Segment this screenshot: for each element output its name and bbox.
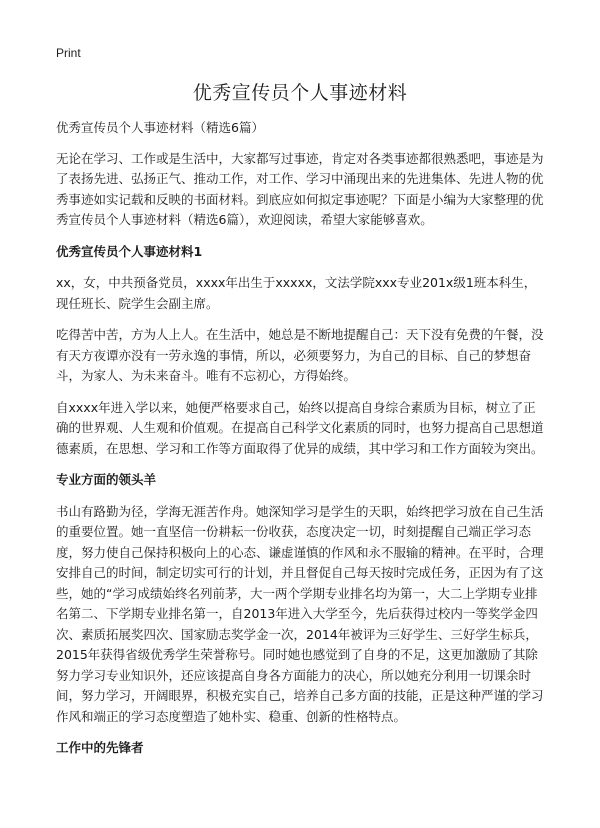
paragraph-1: xx，女，中共预备党员，xxxx年出生于xxxxx，文法学院xxx专业201x级1班本科生，现任班长、院学生会副主席。: [56, 275, 537, 311]
section-heading-3: 工作中的先锋者: [56, 740, 144, 755]
paragraph-4: 书山有路勤为径，学海无涯苦作舟。她深知学习是学生的天职，始终把学习放在自己生活的重要位置。她一直坚信一份耕耘一份收获，态度决定一切，时刻提醒自己端正学习态度，努力使自己保持积极向上的心态、谦虚谨慎的作风和永不服输的精神。在平时，合理安排自己的时间，制定切实可行的计划，并且督促自己每天按时完成任务，正因为有了这些，她的“学习成绩始终名列前茅，大一两个学期专业排名均为第一，大二上学期专业排名第二、下学期专业排名第一，自2013年进入大学至今，先后获得过校内一等奖学金四次、素质拓展奖四次、国家励志奖学金一次，2014年被评为三好学生、三好学生标兵，2015年获得省级优秀学生荣誉称号。同时她也感觉到了自身的不足，这更加激励了其除努力学习专业知识外，还应该提高自身各方面能力的决心，所以她充分利用一切课余时间，努力学习，开阔眼界，积极充实自己，培养自己多方面的技能，正是这种严谨的学习作风和端正的学习态度塑造了她朴实、稳重、创新的性格特点。: [56, 503, 544, 724]
print-link[interactable]: Print: [56, 46, 81, 60]
section-heading-2: 专业方面的领头羊: [56, 472, 157, 487]
section-heading-1: 优秀宣传员个人事迹材料1: [56, 243, 203, 259]
paragraph-2: 吃得苦中苦，方为人上人。在生活中，她总是不断地提醒自己：天下没有免费的午餐，没有天方夜谭亦没有一劳永逸的事情，所以，必须要努力，为自己的目标、自己的梦想奋斗，为家人、为未来奋斗。唯有不忘初心，方得始终。: [56, 327, 544, 383]
paragraph-3: 自xxxx年进入学以来，她便严格要求自己，始终以提高自身综合素质为目标，树立了正确的世界观、人生观和价值观。在提高自己科学文化素质的同时，也努力提高自己思想道德素质，在思想、学习和工作等方面取得了优异的成绩，其中学习和工作方面较为突出。: [56, 399, 544, 456]
intro-paragraph: 无论在学习、工作或是生活中，大家都写过事迹，肯定对各类事迹都很熟悉吧，事迹是为了表扬先进、弘扬正气、推动工作，对工作、学习中涌现出来的先进集体、先进人物的优秀事迹如实记载和反映的书面材料。到底应如何拟定事迹呢？下面是小编为大家整理的优秀宣传员个人事迹材料（精选6篇），欢迎阅读，希望大家能够喜欢。: [56, 150, 544, 227]
document-subtitle: 优秀宣传员个人事迹材料（精选6篇）: [56, 120, 264, 135]
page-title: 优秀宣传员个人事迹材料: [192, 82, 408, 104]
document-body: [56, 118, 546, 770]
